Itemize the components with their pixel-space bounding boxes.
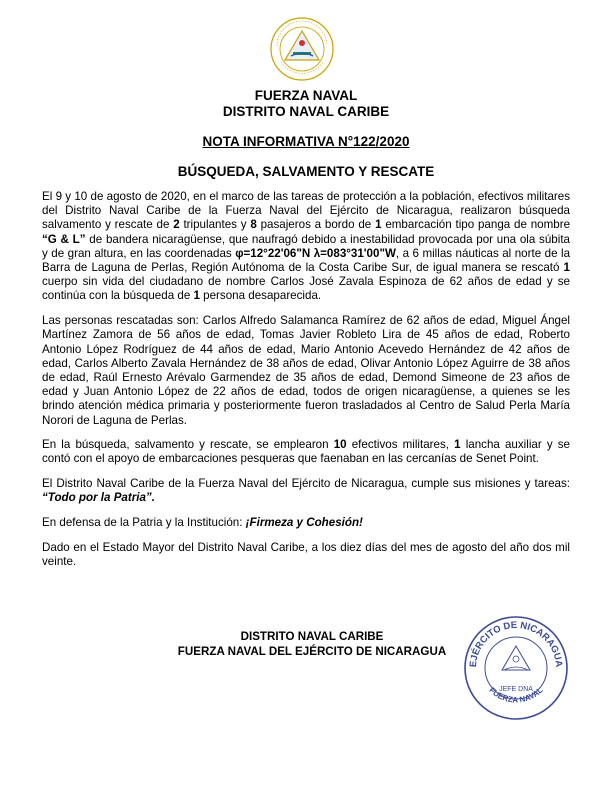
text-segment: En defensa de la Patria y la Institución: [42,516,246,530]
document-title: NOTA INFORMATIVA N°122/2020 [202,134,410,149]
text-segment: pasajeros a bordo de [256,218,376,232]
text-segment: En la búsqueda, salvamento y rescate, se emplearon [42,438,334,452]
text-segment: El Distrito Naval Caribe de la Fuerza Naval del Ejército de Nicaragua, cumple sus misiones y tareas: [42,477,570,491]
paragraph-mission [42,477,570,505]
boat-count: 1 [375,218,382,232]
coordinates: φ=12°22'06"N λ=083°31'00"W [235,246,396,260]
text-segment: tripulantes y [179,218,251,232]
motto-firmeza-cohesion: ¡Firmeza y Cohesión! [245,516,363,530]
svg-text:EJÉRCITO DE NICARAGUA [468,620,564,668]
paragraph-resources [42,438,570,466]
body-count: 1 [563,261,570,275]
document-body [42,190,570,580]
stamp-top-text: EJÉRCITO DE NICARAGUA [467,619,565,668]
text-segment: de bandera nicaragüense, que naufragó debido a inestabilidad provocada por una ola súbita y de gran altura, en las coordenadas [42,232,570,260]
motto-todo-por-la-patria: “Todo por la Patria”. [42,491,155,505]
text-segment: lancha auxiliar y se contó con el apoyo de embarcaciones pesqueras que faenaban en las cercanías de Senet Point. [42,438,571,466]
paragraph-dated: Dado en el Estado Mayor del Distrito Naval Caribe, a los diez días del mes de agosto del año dos mil veinte. [42,540,570,568]
document-subtitle: BÚSQUEDA, SALVAMENTO Y RESCATE [177,164,435,179]
header-line-1: FUERZA NAVAL [254,88,358,103]
stamp-bottom-text: FUERZA NAVAL [487,685,545,705]
army-stamp-icon [462,614,570,722]
passenger-count: 8 [250,218,257,232]
crew-count: 2 [173,218,180,232]
paragraph-incident [42,190,570,304]
text-segment: persona desaparecida. [199,289,322,303]
text-segment: embarcación tipo panga de nombre [381,218,571,232]
missing-count: 1 [193,289,200,303]
signature-line-1: DISTRITO NAVAL CARIBE [240,630,384,643]
text-segment: , a 6 millas náuticas al norte de la Barra de Laguna de Perlas, Región Autónoma de la Costa Caribe Sur, de igual manera se rescató [42,246,571,275]
boat-name: “G & L” [42,232,86,246]
stamp-center-text: JEFE DNA [499,686,533,693]
header-line-2: DISTRITO NAVAL CARIBE [222,104,390,119]
text-segment: El 9 y 10 de agosto de 2020, en el marco de las tareas de protección a la población, efectivos militares del Distrito Naval Caribe de la Fuerza Naval del Ejército de Nicaragua, realizaron búsqueda salvamento y rescate de [42,190,570,232]
paragraph-defense [42,516,570,530]
text-segment: efectivos militares, [346,438,455,452]
nicaragua-coat-of-arms-icon [269,16,335,82]
paragraph-rescued-list: Las personas rescatadas son: Carlos Alfredo Salamanca Ramírez de 62 años de edad, Miguel Ángel Martínez Zamora de 56 años de edad, Tomas Javier Robleto Lira de 45 años de edad, Roberto Antonio López Rodríguez de 44 años de edad, Mario Antonio Acevedo Hernández de 42 años de edad, Carlos Alberto Zavala Hernández de 38 años de edad, Olivar Antonio López Aguirre de 38 años de edad, Raúl Ernesto Arévalo Garmendez de 35 años de edad, Demond Simeone de 23 años de edad y Juan Antonio López de 22 años de edad, todos de origen nicaragüense, a quienes se les brindo atención médica primaria y posteriormente fueron trasladados al Centro de Salud Perla María Norori de Laguna de Perlas. [42,314,570,427]
troop-count: 10 [333,438,347,452]
signature-line-2: FUERZA NAVAL DEL EJÉRCITO DE NICARAGUA [177,645,447,658]
text-segment: cuerpo sin vida del ciudadano de nombre Carlos José Zavala Espinoza de 62 años de edad y se continúa con la búsqueda de [42,275,570,303]
launch-count: 1 [454,438,461,452]
